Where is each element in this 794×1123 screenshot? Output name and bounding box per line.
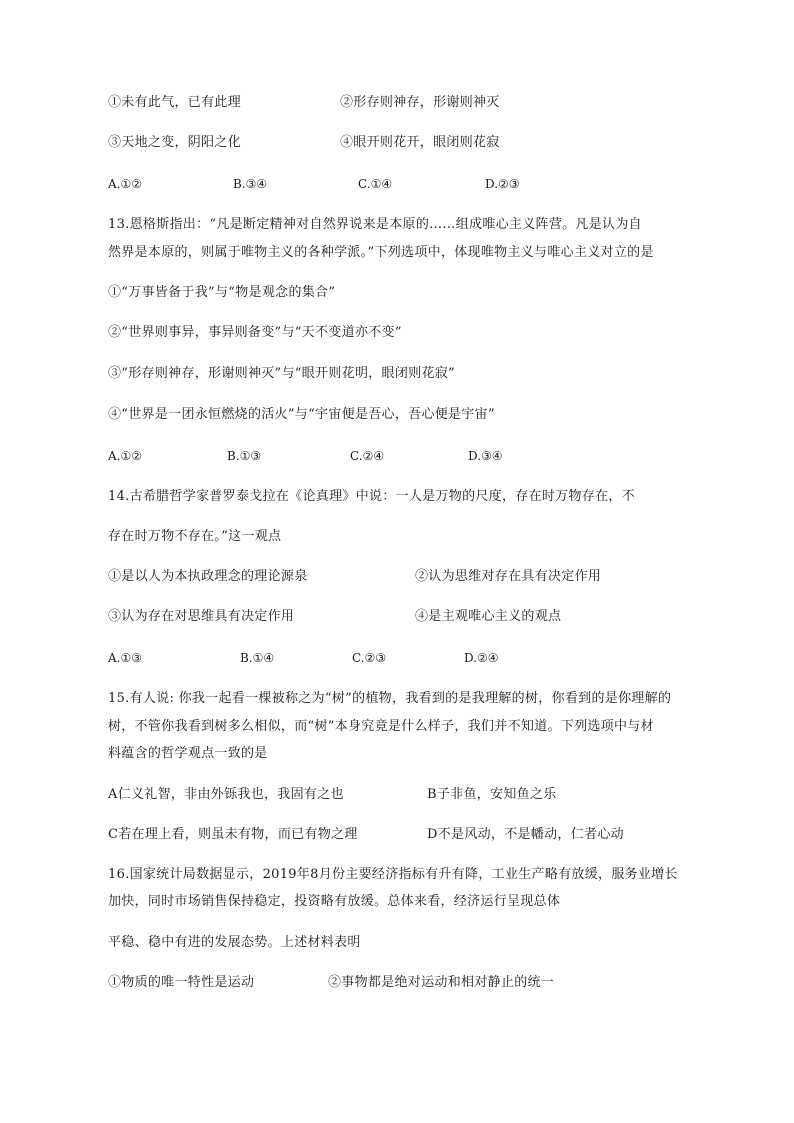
q12-statement-2: ②形存则神存，形谢则神灭 [340, 95, 500, 110]
q14-option-b: B.①④ [240, 651, 275, 665]
q15-option-b: B子非鱼，安知鱼之乐 [427, 787, 557, 802]
q15-option-c: C若在理上看，则虽未有物，而已有物之理 [108, 827, 358, 842]
q12-option-b: B.③④ [233, 177, 268, 191]
q12-option-d: D.②③ [485, 177, 520, 191]
q14-stem-line-2: 存在时万物不存在。”这一观点 [108, 529, 282, 544]
q16-stem-line-3: 平稳、稳中有进的发展态势。上述材料表明 [108, 935, 361, 950]
q14-statement-1: ①是以人为本执政理念的理论源泉 [108, 569, 308, 584]
q13-statement-4: ④“世界是一团永恒燃烧的活火”与“宇宙便是吾心，吾心便是宇宙” [108, 407, 495, 422]
q13-stem-line-2: 然界是本原的，则属于唯物主义的各种学派。”下列选项中，体现唯物主义与唯心主义对立的是 [108, 245, 654, 260]
q14-statement-2: ②认为思维对存在具有决定作用 [415, 569, 602, 584]
q15-stem-line-2: 树，不管你我看到树多么相似，而“树”本身究竟是什么样子，我们并不知道。下列选项中与材 [108, 719, 654, 734]
q13-statement-1: ①“万事皆备于我”与“物是观念的集合” [108, 285, 336, 300]
q16-stem-line-1: 16.国家统计局数据显示，2019年8月份主要经济指标有升有降，工业生产略有放缓，服务业增长 [108, 867, 678, 882]
q14-stem-line-1: 14.古希腊哲学家普罗泰戈拉在《论真理》中说：一人是万物的尺度，存在时万物存在，不 [108, 489, 635, 504]
q12-statement-3: ③天地之变，阴阳之化 [108, 135, 242, 150]
q14-option-d: D.②④ [464, 651, 499, 665]
q13-option-c: C.②④ [350, 449, 385, 463]
q15-stem-line-1: 15.有人说: 你我一起看一棵被称之为“树”的植物，我看到的是我理解的树，你看到的是你理解的 [108, 691, 672, 706]
q15-option-a: A仁义礼智，非由外铄我也，我固有之也 [108, 787, 344, 802]
q16-stem-line-2: 加快，同时市场销售保持稳定，投资略有放缓。总体来看，经济运行呈现总体 [108, 894, 561, 909]
q14-option-c: C.②③ [352, 651, 387, 665]
q13-statement-3: ③“形存则神存，形谢则神灭”与“眼开则花明，眼闭则花寂” [108, 366, 455, 381]
q12-option-a: A.①② [108, 177, 142, 191]
q14-option-a: A.①③ [108, 651, 142, 665]
q14-statement-3: ③认为存在对思维具有决定作用 [108, 609, 295, 624]
q14-statement-4: ④是主观唯心主义的观点 [415, 609, 562, 624]
q15-stem-line-3: 料蕴含的哲学观点一致的是 [108, 746, 268, 761]
q15-option-d: D不是风动，不是幡动，仁者心动 [427, 827, 624, 842]
q13-option-b: B.①③ [227, 449, 262, 463]
q13-option-d: D.③④ [468, 449, 503, 463]
q12-option-c: C.①④ [358, 177, 393, 191]
q13-statement-2: ②“世界则事异，事异则备变”与“天不变道亦不变” [108, 325, 402, 340]
q12-statement-4: ④眼开则花开，眼闭则花寂 [340, 135, 500, 150]
q13-option-a: A.①② [108, 449, 142, 463]
q16-statement-2: ②事物都是绝对运动和相对静止的统一 [328, 975, 555, 990]
q12-statement-1: ①未有此气，已有此理 [108, 95, 242, 110]
q13-stem-line-1: 13.恩格斯指出：“凡是断定精神对自然界说来是本原的……组成唯心主义阵营。凡是认为自 [108, 217, 642, 232]
q16-statement-1: ①物质的唯一特性是运动 [108, 975, 255, 990]
